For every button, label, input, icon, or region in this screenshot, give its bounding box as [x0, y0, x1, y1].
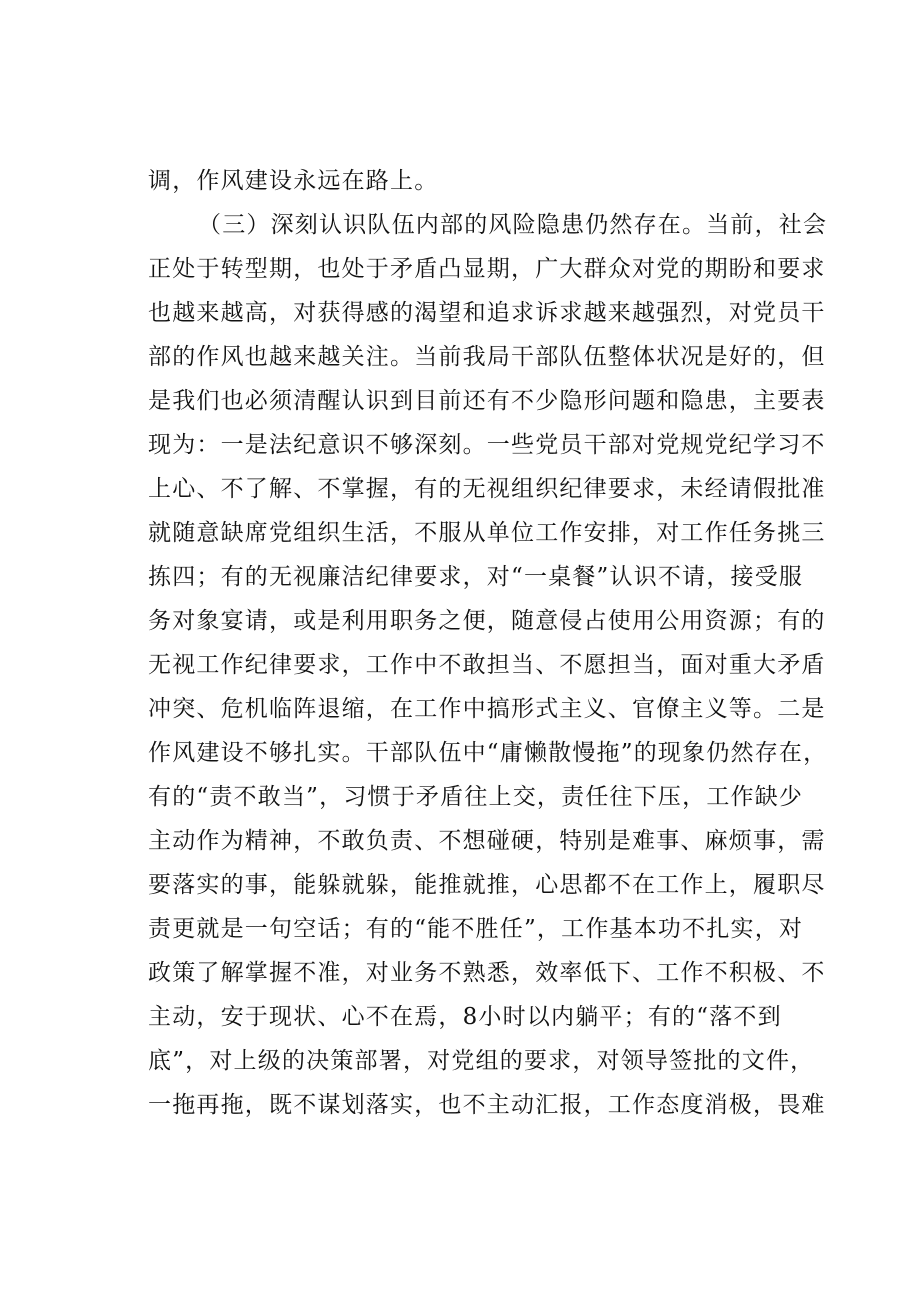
paragraph-line: 冲突、危机临阵退缩，在工作中搞形式主义、官僚主义等。二是 [148, 696, 826, 722]
paragraph-line: 正处于转型期，也处于矛盾凸显期，广大群众对党的期盼和要求 [148, 256, 826, 282]
paragraph-line: 拣四；有的无视廉洁纪律要求，对“一桌餐”认识不请，接受服 [148, 564, 804, 590]
paragraph-line: 上心、不了解、不掌握，有的无视组织纪律要求，未经请假批准 [148, 476, 826, 502]
paragraph-line: 调，作风建设永远在路上。 [148, 168, 439, 194]
paragraph-line: 责更就是一句空话；有的“能不胜任”，工作基本功不扎实，对 [148, 916, 804, 942]
paragraph-line: 也越来越高，对获得感的渴望和追求诉求越来越强烈，对党员干 [148, 300, 826, 326]
paragraph-line: 无视工作纪律要求，工作中不敢担当、不愿担当，面对重大矛盾 [148, 652, 826, 678]
paragraph-line: 务对象宴请，或是利用职务之便，随意侵占使用公用资源；有的 [148, 608, 826, 634]
paragraph-line: 部的作风也越来越关注。当前我局干部队伍整体状况是好的，但 [148, 344, 826, 370]
paragraph-line: 主动，安于现状、心不在焉，8小时以内躺平；有的“落不到 [148, 1004, 782, 1030]
paragraph-line: 作风建设不够扎实。干部队伍中“庸懒散慢拖”的现象仍然存在， [148, 740, 828, 766]
paragraph-line: 现为：一是法纪意识不够深刻。一些党员干部对党规党纪学习不 [148, 432, 826, 458]
paragraph-line: 一拖再拖，既不谋划落实，也不主动汇报，工作态度消极，畏难 [148, 1092, 826, 1118]
paragraph-line: 底”，对上级的决策部署，对党组的要求，对领导签批的文件， [148, 1048, 815, 1074]
paragraph-line: 就随意缺席党组织生活，不服从单位工作安排，对工作任务挑三 [148, 520, 826, 546]
paragraph-line: 政策了解掌握不准，对业务不熟悉，效率低下、工作不积极、不 [148, 960, 826, 986]
paragraph-line: 是我们也必须清醒认识到目前还有不少隐形问题和隐患，主要表 [148, 388, 826, 414]
paragraph-line: （三）深刻认识队伍内部的风险隐患仍然存在。当前，社会 [198, 212, 828, 238]
paragraph-line: 有的“责不敢当”，习惯于矛盾往上交，责任往下压，工作缺少 [148, 784, 804, 810]
paragraph-line: 主动作为精神，不敢负责、不想碰硬，特别是难事、麻烦事，需 [148, 828, 826, 854]
paragraph-line: 要落实的事，能躲就躲，能推就推，心思都不在工作上，履职尽 [148, 872, 826, 898]
